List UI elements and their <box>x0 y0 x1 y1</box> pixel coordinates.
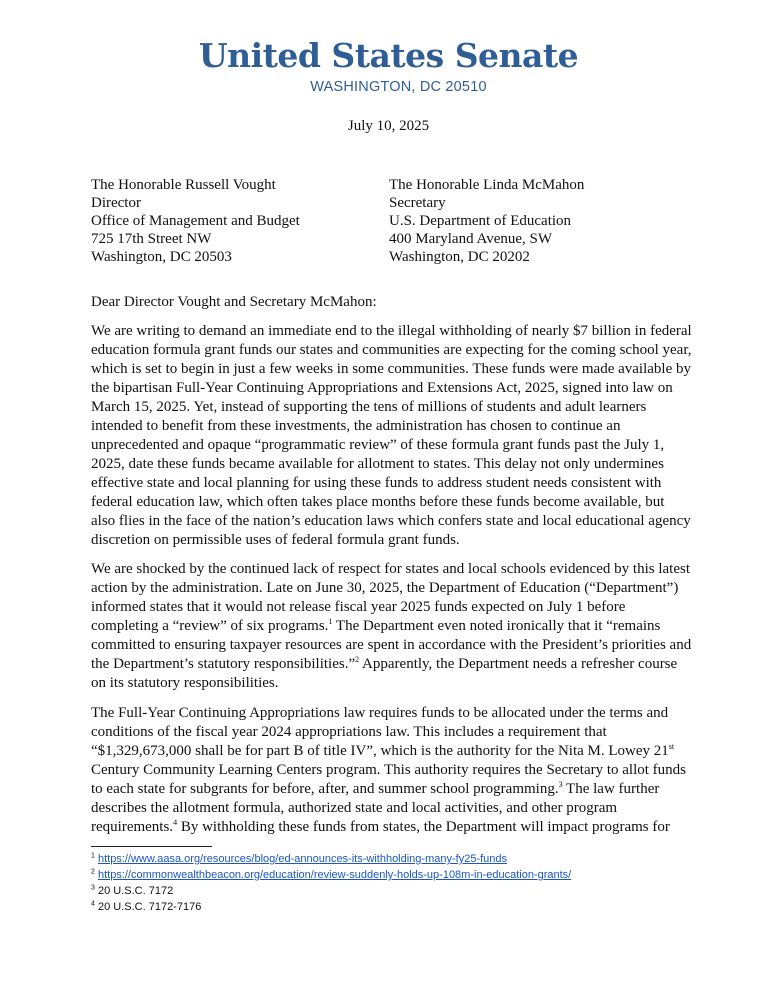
text-run: The law further describes the allotment formula, authorized state and local activities, and other program requirements. <box>91 781 660 835</box>
text-run: By withholding these funds from states, the Department will impact programs for <box>177 819 670 835</box>
recipient-name: The Honorable Linda McMahon <box>389 177 585 193</box>
footnote-text: 20 U.S.C. 7172-7176 <box>97 901 202 913</box>
footnote-ref: 2 <box>355 655 360 664</box>
footnote-ref: 4 <box>173 818 178 827</box>
recipient-title: Secretary <box>389 195 446 211</box>
body-paragraph-1 <box>91 322 692 550</box>
footnote-4 <box>91 899 571 915</box>
senate-address: WASHINGTON, DC 20510 <box>310 79 487 95</box>
ordinal-suffix: st <box>668 742 675 751</box>
text-run: Century Community Learning Centers program. This authority requires the Secretary to allot funds to each state for subgrants for before, after, and summer school programming. <box>91 762 687 797</box>
footnote-2 <box>91 867 571 883</box>
letter-date: July 10, 2025 <box>347 118 430 134</box>
recipient-name: The Honorable Russell Vought <box>91 177 276 193</box>
text-run: The Full-Year Continuing Appropriations law requires funds to be allocated under the terms and conditions of the fiscal year 2024 appropriations law. This includes a requirement that “$1,329,673,000 shall be for part B of title IV”, which is the authority for the Nita M. Lowey 21 <box>91 705 669 759</box>
paragraph-text <box>91 704 692 837</box>
footnote-text: 20 U.S.C. 7172 <box>97 885 174 897</box>
footnotes <box>91 851 571 915</box>
footnote-number: 3 <box>91 884 95 892</box>
footnote-number: 1 <box>91 852 95 860</box>
recipient-title: Director <box>91 195 141 211</box>
footnote-ref: 3 <box>558 780 563 789</box>
body-paragraph-2 <box>91 560 692 693</box>
recipient-street: 725 17th Street NW <box>91 231 212 247</box>
recipient-office: Office of Management and Budget <box>91 213 300 229</box>
recipient-street: 400 Maryland Avenue, SW <box>389 231 553 247</box>
text-run: The Department even noted ironically that it “remains committed to ensuring taxpayer resources are spent in accordance with the President’s priorities and the Department’s statutory responsibilities.” <box>91 618 692 672</box>
footnote-number: 2 <box>91 868 95 876</box>
footnote-3 <box>91 883 571 899</box>
body-paragraph-3 <box>91 704 692 837</box>
footnote-number: 4 <box>91 900 95 908</box>
text-run: We are shocked by the continued lack of respect for states and local schools evidenced by this latest action by the administration. Late on June 30, 2025, the Department of Education (“Department”) informed states that it would not release fiscal year 2025 funds expected on July 1 before completing a “review” of six programs. <box>91 561 691 634</box>
recipient-office: U.S. Department of Education <box>389 213 572 229</box>
senate-title: United States Senate <box>198 36 579 75</box>
recipient-block-right <box>389 176 584 266</box>
letterhead <box>0 36 777 95</box>
footnote-ref: 1 <box>328 617 333 626</box>
footnote-link-commonwealthbeacon[interactable]: https://commonwealthbeacon.org/education/review-suddenly-holds-up-108m-in-education-grants/ <box>97 869 572 881</box>
footnote-link-aasa[interactable]: https://www.aasa.org/resources/blog/ed-announces-its-withholding-many-fy25-funds <box>97 853 508 865</box>
recipient-block-left <box>91 176 300 266</box>
salutation: Dear Director Vought and Secretary McMahon: <box>91 294 377 310</box>
recipient-city: Washington, DC 20503 <box>91 249 232 265</box>
footnote-1 <box>91 851 571 867</box>
recipient-city: Washington, DC 20202 <box>389 249 530 265</box>
text-run: Apparently, the Department needs a refresher course on its statutory responsibilities. <box>91 656 678 691</box>
footnote-divider <box>91 846 212 847</box>
paragraph-text <box>91 560 692 693</box>
paragraph-text: We are writing to demand an immediate end to the illegal withholding of nearly $7 billion in federal education formula grant funds our states and communities are expecting for the coming school year, which is set to begin in just a few weeks in some communities. These funds were made available by the bipartisan Full-Year Continuing Appropriations and Extensions Act, 2025, signed into law on March 15, 2025. Yet, instead of supporting the tens of millions of students and adult learners intended to benefit from these investments, the administration has chosen to continue an unprecedented and opaque “programmatic review” of these formula grant funds past the July 1, 2025, date these funds became available for allotment to states. This delay not only undermines effective state and local planning for using these funds to address student needs consistent with federal education law, which often takes place months before these funds become available, but also flies in the face of the nation’s education laws which confers state and local educational agency discretion on permissible uses of federal formula grant funds. <box>91 323 692 548</box>
